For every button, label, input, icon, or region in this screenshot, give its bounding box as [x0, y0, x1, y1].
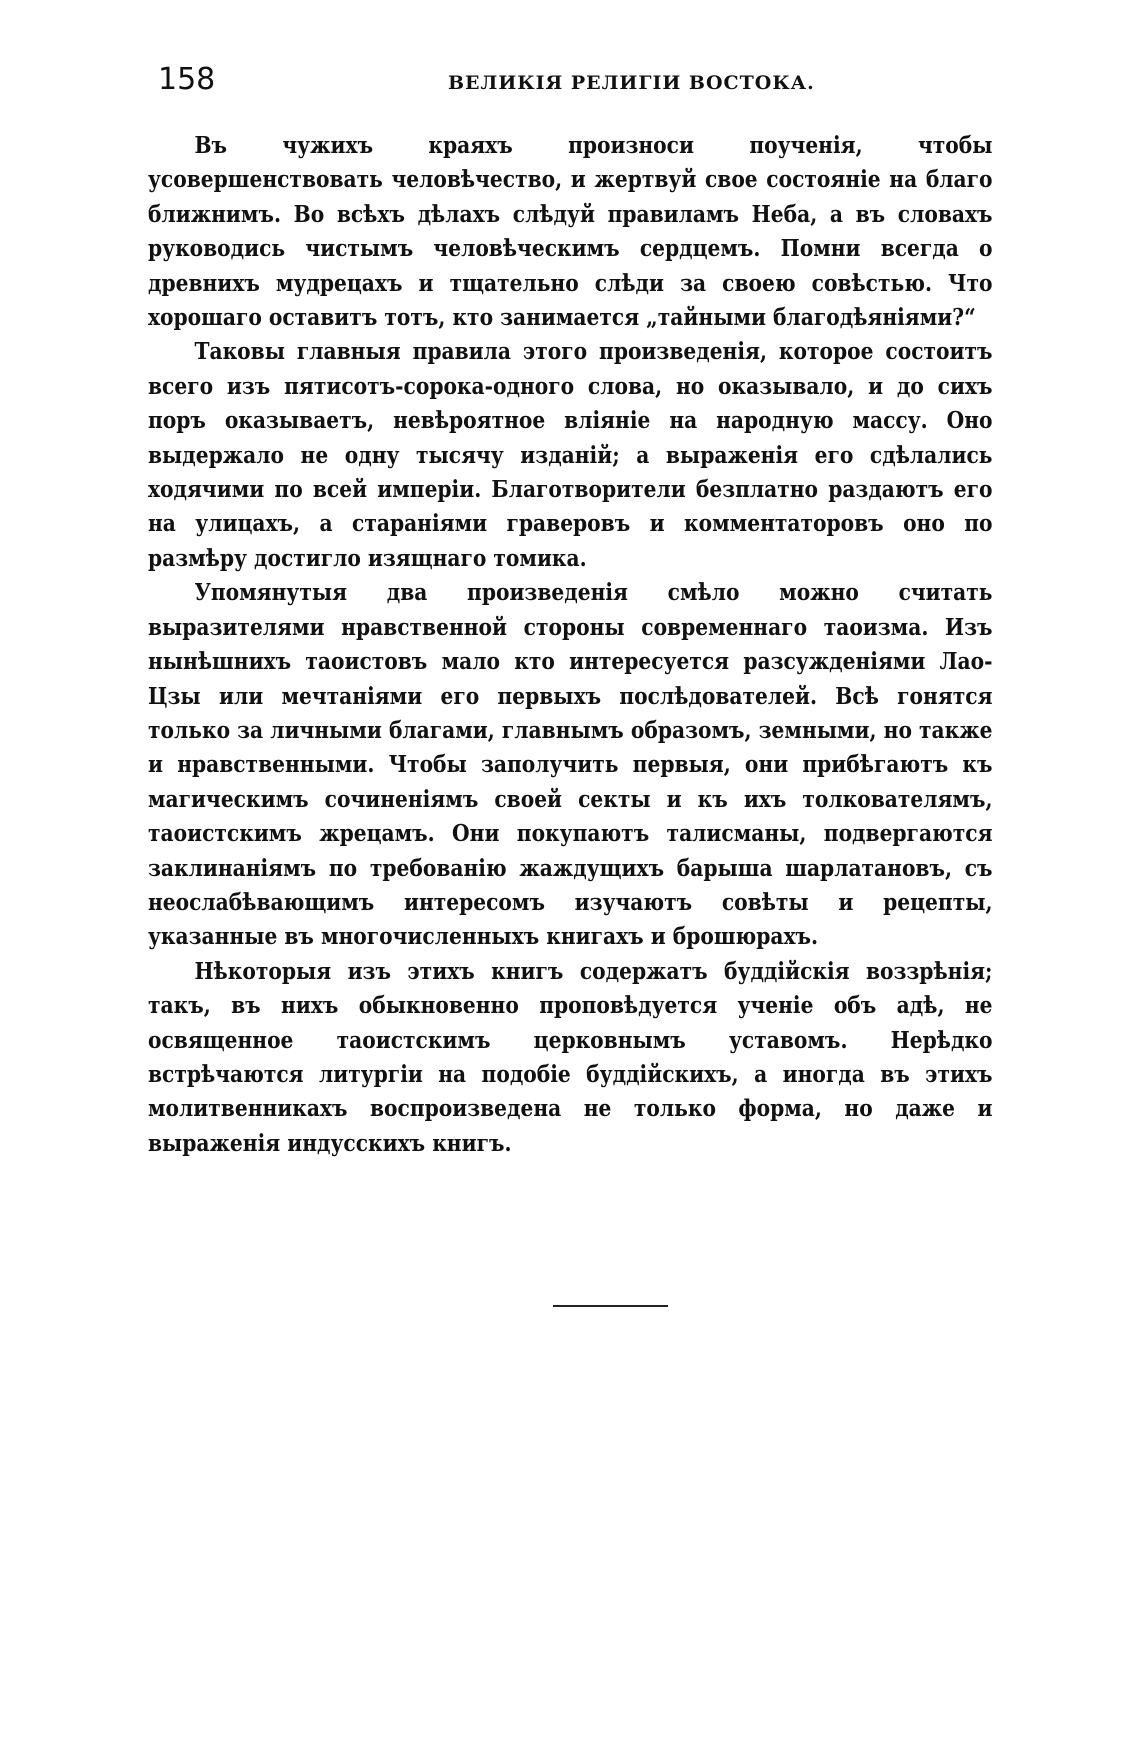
paragraph: Таковы главныя правила этого произведенія, которое состоитъ всего изъ пятисотъ-сорока-одного слова, но оказывало, и до сихъ поръ оказываетъ, невѣроятное вліяніе на народную массу. Оно выдержало не одну тысячу изданій; а выраженія его сдѣлались ходячими по всей имперіи. Благотворители безплатно раздаютъ его на улицахъ, а стараніями граверовъ и комментаторовъ оно по размѣру достигло изящнаго томика.: [148, 337, 993, 572]
page-number: 158: [158, 62, 216, 97]
page-header: [158, 62, 998, 102]
running-title: ВЕЛИКІЯ РЕЛИГІИ ВОСТОКА.: [448, 72, 815, 94]
paragraph: Упомянутыя два произведенія смѣло можно считать выразителями нравственной стороны современнаго таоизма. Изъ нынѣшнихъ таоистовъ мало кто интересуется разсужденіями Лао-Цзы или мечтаніями его первыхъ послѣдователей. Всѣ гонятся только за личными благами, главнымъ образомъ, земными, но также и нравственными. Чтобы заполучить первыя, они прибѣгаютъ къ магическимъ сочиненіямъ своей секты и къ ихъ толкователямъ, таоистскимъ жрецамъ. Они покупаютъ талисманы, подвергаются заклинаніямъ по требованію жаждущихъ барыша шарлатановъ, съ неослабѣвающимъ интересомъ изучаютъ совѣты и рецепты, указанные въ многочисленныхъ книгахъ и брошюрахъ.: [148, 578, 993, 951]
section-end-rule: [553, 1305, 668, 1307]
paragraph: Нѣкоторыя изъ этихъ книгъ содержатъ буддійскія воззрѣнія; такъ, въ нихъ обыкновенно проповѣдуется ученіе объ адѣ, не освященное таоистскимъ церковнымъ уставомъ. Нерѣдко встрѣчаются литургіи на подобіе буддійскихъ, а иногда въ этихъ молитвенникахъ воспроизведена не только форма, но даже и выраженія индусскихъ книгъ.: [148, 956, 993, 1157]
paragraph: Въ чужихъ краяхъ произноси поученія, чтобы усовершенствовать человѣчество, и жертвуй свое состояніе на благо ближнимъ. Во всѣхъ дѣлахъ слѣдуй правиламъ Неба, а въ словахъ руководись чистымъ человѣческимъ сердцемъ. Помни всегда о древнихъ мудрецахъ и тщательно слѣди за своею совѣстью. Что хорошаго оставитъ тотъ, кто занимается „тайными благодѣяніями?“: [148, 131, 993, 332]
body-text: [148, 128, 993, 1160]
